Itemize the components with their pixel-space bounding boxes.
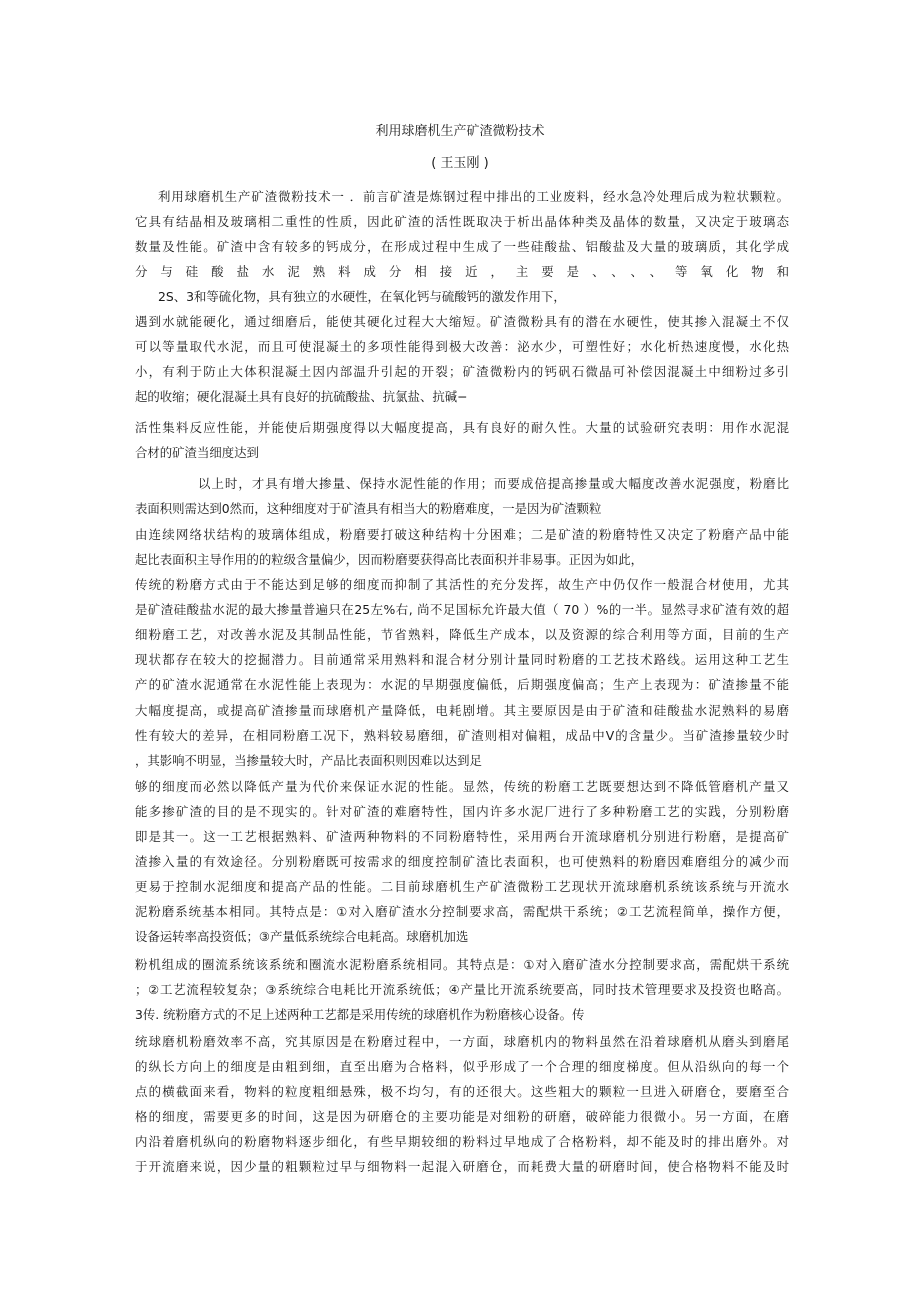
paragraph-line: 遇到水就能硬化，通过细磨后，能使其硬化过程大大缩短。矿渣微粉具有的潜在水硬性，使其掺入混凝土不仅 bbox=[135, 314, 789, 329]
paragraph-line: 2S、3和等硫化物，具有独立的水硬性，在氧化钙与硫酸钙的激发作用下， bbox=[158, 289, 566, 304]
paragraph-line: 性有较大的差异，在相同粉磨工况下，熟料较易磨细，矿渣则相对偏粗，成品中V的含量少。当矿渣掺量较少时 bbox=[135, 728, 789, 743]
paragraph-line: 由连续网络状结构的玻璃体组成，粉磨要打破这种结构十分困难；二是矿渣的粉磨特性又决定了粉磨产品中能 bbox=[135, 527, 789, 542]
paragraph-line: 起比表面积主导作用的的粒级含量偏少，因而粉磨要获得高比表面积并非易事。正因为如此， bbox=[135, 552, 644, 567]
paragraph-line: 统球磨机粉磨效率不高，究其原因是在粉磨过程中，一方面，球磨机内的物料虽然在沿着球磨机从磨头到磨尾 bbox=[135, 1034, 789, 1049]
paragraph-line: 更易于控制水泥细度和提高产品的性能。二目前球磨机生产矿渣微粉工艺现状开流球磨机系统该系统与开流水 bbox=[135, 879, 789, 894]
paragraph-line: 是矿渣硅酸盐水泥的最大掺量普遍只在25左%右, 尚不足国标允许最大值（ 70 ）%的一半。显然寻求矿渣有效的超 bbox=[135, 602, 789, 617]
paragraph-line: 传统的粉磨方式由于不能达到足够的细度而抑制了其活性的充分发挥，故生产中仍仅作一般混合材使用，尤其 bbox=[135, 577, 789, 592]
paragraph-line: 产的矿渣水泥通常在水泥性能上表现为：水泥的早期强度偏低，后期强度偏高；生产上表现为：矿渣掺量不能 bbox=[135, 677, 789, 692]
paragraph-line: ；②工艺流程较复杂；③系统综合电耗比开流系统低；④产量比开流系统要高，同时技术管理要求及投资也略高。 bbox=[135, 982, 789, 997]
paragraph-line: 即是其一。这一工艺根据熟料、矿渣两种物料的不同粉磨特性，采用两台开流球磨机分别进行粉磨，是提高矿 bbox=[135, 829, 789, 844]
paragraph-line: 可以等量取代水泥，而且可使混凝土的多项性能得到极大改善：泌水少，可塑性好；水化析热速度慢，水化热 bbox=[135, 339, 789, 354]
paragraph-line: ，其影响不明显，当掺量较大时，产品比表面积则因难以达到足 bbox=[135, 753, 482, 768]
paragraph-line: 3传. 统粉磨方式的不足上述两种工艺都是采用传统的球磨机作为粉磨核心设备。传 bbox=[135, 1007, 585, 1022]
paragraph-line: 利用球磨机生产矿渣微粉技术一 ．前言矿渣是炼钢过程中排出的工业废料，经水急冷处理后成为粒状颗粒。 bbox=[158, 189, 789, 204]
paragraph-line: 格的细度，需要更多的时间，这是因为研磨仓的主要功能是对细粉的研磨，破碎能力很微小。另一方面，在磨 bbox=[135, 1109, 789, 1124]
document-title: 利用球磨机生产矿渣微粉技术 bbox=[375, 124, 545, 139]
paragraph-line: 泥粉磨系统基本相同。其特点是：①对入磨矿渣水分控制要求高，需配烘干系统；②工艺流程简单，操作方便， bbox=[135, 904, 789, 919]
paragraph-line: 能多掺矿渣的目的是不现实的。针对矿渣的难磨特性，国内许多水泥厂进行了多种粉磨工艺的实践，分别粉磨 bbox=[135, 804, 789, 819]
paragraph-line: 现状都存在较大的挖掘潜力。目前通常采用熟料和混合材分别计量同时粉磨的工艺技术路线。运用这种工艺生 bbox=[135, 652, 789, 667]
paragraph-line: 表面积则需达到0然而，这种细度对于矿渣具有相当大的粉磨难度，一是因为矿渣颗粒 bbox=[135, 501, 602, 516]
paragraph-line: 于开流磨来说，因少量的粗颗粒过早与细物料一起混入研磨仓，而耗费大量的研磨时间，使合格物料不能及时 bbox=[135, 1159, 789, 1174]
document-author: ( 王玉刚 ) bbox=[431, 156, 489, 171]
paragraph-line: 以上时，才具有增大掺量、保持水泥性能的作用；而要成倍提高掺量或大幅度改善水泥强度，粉磨比 bbox=[198, 476, 789, 491]
paragraph-line: 渣掺入量的有效途径。分别粉磨既可按需求的细度控制矿渣比表面积，也可使熟料的粉磨因难磨组分的减少而 bbox=[135, 854, 789, 869]
paragraph-line: 内沿着磨机纵向的粉磨物料逐步细化，有些早期较细的粉料过早地成了合格粉料，却不能及时的排出磨外。对 bbox=[135, 1134, 789, 1149]
paragraph-line: 设备运转率高投资低；③产量低系统综合电耗高。球磨机加选 bbox=[135, 929, 469, 944]
paragraph-line: 活性集料反应性能，并能使后期强度得以大幅度提高，具有良好的耐久性。大量的试验研究表明：用作水泥混 bbox=[135, 420, 789, 435]
paragraph-line: 数量及性能。矿渣中含有较多的钙成分，在形成过程中生成了一些硅酸盐、铝酸盐及大量的玻璃质，其化学成 bbox=[135, 239, 789, 254]
paragraph-line: 细粉磨工艺，对改善水泥及其制品性能，节省熟料，降低生产成本，以及资源的综合利用等方面，目前的生产 bbox=[135, 627, 789, 642]
paragraph-line: 够的细度而必然以降低产量为代价来保证水泥的性能。显然，传统的粉磨工艺既要想达到不降低管磨机产量又 bbox=[135, 779, 789, 794]
paragraph-line: 起的收缩；硬化混凝土具有良好的抗硫酸盐、抗氯盐、抗碱− bbox=[135, 389, 468, 404]
paragraph-line: 的纵长方向上的细度是由粗到细，直至出磨为合格料，似乎形成了一个合理的细度梯度。但从沿纵向的每一个 bbox=[135, 1059, 789, 1074]
paragraph-line: 点的横截面来看，物料的粒度粗细悬殊，极不均匀，有的还很大。这些粗大的颗粒一旦进入研磨仓，要磨至合 bbox=[135, 1084, 789, 1099]
paragraph-line: 大幅度提高，或提高矿渣掺量而球磨机产量降低，电耗剧增。其主要原因是由于矿渣和硅酸盐水泥熟料的易磨 bbox=[135, 703, 789, 718]
paragraph-line: 分与硅酸盐水泥熟料成分相接近，主要是、、、、等氧化物和 bbox=[135, 264, 789, 279]
paragraph-line: 它具有结晶相及玻璃相二重性的性质，因此矿渣的活性既取决于析出晶体种类及晶体的数量，又决定于玻璃态 bbox=[135, 214, 789, 229]
paragraph-line: 粉机组成的圈流系统该系统和圈流水泥粉磨系统相同。其特点是：①对入磨矿渣水分控制要求高，需配烘干系统 bbox=[135, 957, 789, 972]
paragraph-line: 合材的矿渣当细度达到 bbox=[135, 445, 259, 460]
paragraph-line: 小，有利于防止大体积混凝土因内部温升引起的开裂；矿渣微粉内的钙矾石微晶可补偿因混凝土中细粉过多引 bbox=[135, 364, 789, 379]
